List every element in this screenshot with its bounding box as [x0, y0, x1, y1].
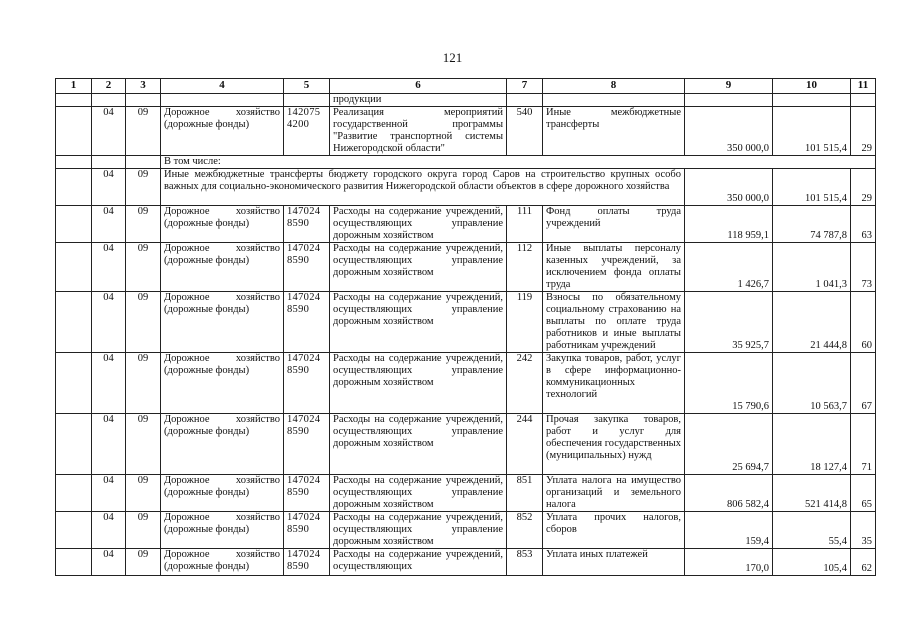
executed-amount: 1 041,3	[773, 243, 851, 292]
table-row	[56, 94, 876, 107]
section-name: Дорожное хозяйство (дорожные фонды)	[161, 512, 284, 549]
transfer-description: Иные межбюджетные трансферты бюджету городского округа город Саров на строительство крупных особо важных для социально-экономического развития Нижегородской области объектов в сфере дорожного хозяйства	[161, 169, 685, 206]
column-header: 1	[56, 79, 92, 94]
table-row	[56, 512, 876, 549]
target-article-code: 147024 8590	[284, 512, 330, 549]
expense-type-code: 242	[507, 353, 543, 414]
budget-table	[55, 78, 876, 576]
execution-percent: 67	[851, 353, 876, 414]
subsection-code: 09	[126, 414, 161, 475]
expense-description: Расходы на содержание учреждений, осуществляющих управление дорожным хозяйством	[330, 292, 507, 353]
subsection-code: 09	[126, 549, 161, 576]
expense-description: Расходы на содержание учреждений, осуществляющих управление дорожным хозяйством	[330, 512, 507, 549]
table-row	[56, 156, 876, 169]
section-code: 04	[92, 549, 126, 576]
target-article-code: 147024 8590	[284, 549, 330, 576]
expense-type-name: Уплата иных платежей	[543, 549, 685, 576]
table-row	[56, 353, 876, 414]
target-article-code: 142075 4200	[284, 107, 330, 156]
expense-type-name: Фонд оплаты труда учреждений	[543, 206, 685, 243]
executed-amount: 521 414,8	[773, 475, 851, 512]
column-header: 5	[284, 79, 330, 94]
planned-amount: 15 790,6	[685, 353, 773, 414]
section-name: Дорожное хозяйство (дорожные фонды)	[161, 107, 284, 156]
expense-type-code: 853	[507, 549, 543, 576]
target-article-code: 147024 8590	[284, 475, 330, 512]
planned-amount: 806 582,4	[685, 475, 773, 512]
expense-type-code: 112	[507, 243, 543, 292]
execution-percent: 60	[851, 292, 876, 353]
executed-amount: 101 515,4	[773, 169, 851, 206]
expense-type-code: 111	[507, 206, 543, 243]
column-number-row	[56, 79, 876, 94]
executed-amount: 101 515,4	[773, 107, 851, 156]
expense-type-name: Прочая закупка товаров, работ и услуг для обеспечения государственных (муниципальных) нужд	[543, 414, 685, 475]
expense-description: Расходы на содержание учреждений, осуществляющих управление дорожным хозяйством	[330, 243, 507, 292]
table-row	[56, 107, 876, 156]
expense-type-name: Взносы по обязательному социальному страхованию на выплаты по оплате труда работников и иные выплаты работникам учреждений	[543, 292, 685, 353]
section-code: 04	[92, 512, 126, 549]
execution-percent: 65	[851, 475, 876, 512]
planned-amount: 350 000,0	[685, 107, 773, 156]
execution-percent: 73	[851, 243, 876, 292]
section-name: Дорожное хозяйство (дорожные фонды)	[161, 549, 284, 576]
column-header: 7	[507, 79, 543, 94]
column-header: 9	[685, 79, 773, 94]
expense-type-code: 851	[507, 475, 543, 512]
planned-amount: 350 000,0	[685, 169, 773, 206]
expense-type-name: Закупка товаров, работ, услуг в сфере информационно-коммуникационных технологий	[543, 353, 685, 414]
subsection-code: 09	[126, 353, 161, 414]
expense-type-code: 119	[507, 292, 543, 353]
section-name: Дорожное хозяйство (дорожные фонды)	[161, 243, 284, 292]
subsection-code: 09	[126, 243, 161, 292]
expense-type-name: Уплата прочих налогов, сборов	[543, 512, 685, 549]
execution-percent: 71	[851, 414, 876, 475]
executed-amount: 74 787,8	[773, 206, 851, 243]
section-code: 04	[92, 206, 126, 243]
expense-type-code: 244	[507, 414, 543, 475]
continuation-text: продукции	[330, 94, 507, 107]
table-row	[56, 243, 876, 292]
table-row	[56, 549, 876, 576]
target-article-code: 147024 8590	[284, 243, 330, 292]
subsection-code: 09	[126, 512, 161, 549]
planned-amount: 35 925,7	[685, 292, 773, 353]
planned-amount: 118 959,1	[685, 206, 773, 243]
section-code: 04	[92, 107, 126, 156]
target-article-code: 147024 8590	[284, 206, 330, 243]
executed-amount: 55,4	[773, 512, 851, 549]
table-row	[56, 169, 876, 206]
expense-type-name: Иные межбюджетные трансферты	[543, 107, 685, 156]
executed-amount: 10 563,7	[773, 353, 851, 414]
expense-description: Расходы на содержание учреждений, осуществляющих управление дорожным хозяйством	[330, 414, 507, 475]
execution-percent: 29	[851, 107, 876, 156]
section-name: Дорожное хозяйство (дорожные фонды)	[161, 353, 284, 414]
expense-type-name: Иные выплаты персоналу казенных учреждений, за исключением фонда оплаты труда	[543, 243, 685, 292]
subsection-code: 09	[126, 475, 161, 512]
planned-amount: 1 426,7	[685, 243, 773, 292]
section-code: 04	[92, 243, 126, 292]
expense-type-code: 852	[507, 512, 543, 549]
section-name: Дорожное хозяйство (дорожные фонды)	[161, 475, 284, 512]
table-row	[56, 206, 876, 243]
expense-type-code: 540	[507, 107, 543, 156]
column-header: 2	[92, 79, 126, 94]
subsection-code: 09	[126, 292, 161, 353]
column-header: 8	[543, 79, 685, 94]
section-code: 04	[92, 414, 126, 475]
expense-description: Расходы на содержание учреждений, осуществляющих управление дорожным хозяйством	[330, 475, 507, 512]
execution-percent: 62	[851, 549, 876, 576]
planned-amount: 25 694,7	[685, 414, 773, 475]
table-row	[56, 292, 876, 353]
executed-amount: 18 127,4	[773, 414, 851, 475]
section-code: 04	[92, 475, 126, 512]
subsection-code: 09	[126, 169, 161, 206]
page-number: 121	[442, 50, 463, 65]
section-name: Дорожное хозяйство (дорожные фонды)	[161, 292, 284, 353]
target-article-code: 147024 8590	[284, 292, 330, 353]
section-code: 04	[92, 292, 126, 353]
section-code: 04	[92, 169, 126, 206]
column-header: 10	[773, 79, 851, 94]
section-name: Дорожное хозяйство (дорожные фонды)	[161, 206, 284, 243]
column-header: 4	[161, 79, 284, 94]
expense-type-name: Уплата налога на имущество организаций и земельного налога	[543, 475, 685, 512]
target-article-code: 147024 8590	[284, 353, 330, 414]
execution-percent: 35	[851, 512, 876, 549]
executed-amount: 21 444,8	[773, 292, 851, 353]
expense-description: Расходы на содержание учреждений, осуществляющих управление дорожным хозяйством	[330, 206, 507, 243]
subsection-code: 09	[126, 107, 161, 156]
expense-description: Расходы на содержание учреждений, осуществляющих управление дорожным хозяйством	[330, 353, 507, 414]
column-header: 3	[126, 79, 161, 94]
expense-description: Расходы на содержание учреждений, осуществляющих	[330, 549, 507, 576]
planned-amount: 170,0	[685, 549, 773, 576]
execution-percent: 63	[851, 206, 876, 243]
section-code: 04	[92, 353, 126, 414]
subheading: В том числе:	[161, 156, 876, 169]
table-row	[56, 475, 876, 512]
table-row	[56, 414, 876, 475]
planned-amount: 159,4	[685, 512, 773, 549]
execution-percent: 29	[851, 169, 876, 206]
section-name: Дорожное хозяйство (дорожные фонды)	[161, 414, 284, 475]
expense-description: Реализация мероприятий государственной программы "Развитие транспортной системы Нижегородской области"	[330, 107, 507, 156]
subsection-code: 09	[126, 206, 161, 243]
column-header: 11	[851, 79, 876, 94]
column-header: 6	[330, 79, 507, 94]
executed-amount: 105,4	[773, 549, 851, 576]
target-article-code: 147024 8590	[284, 414, 330, 475]
